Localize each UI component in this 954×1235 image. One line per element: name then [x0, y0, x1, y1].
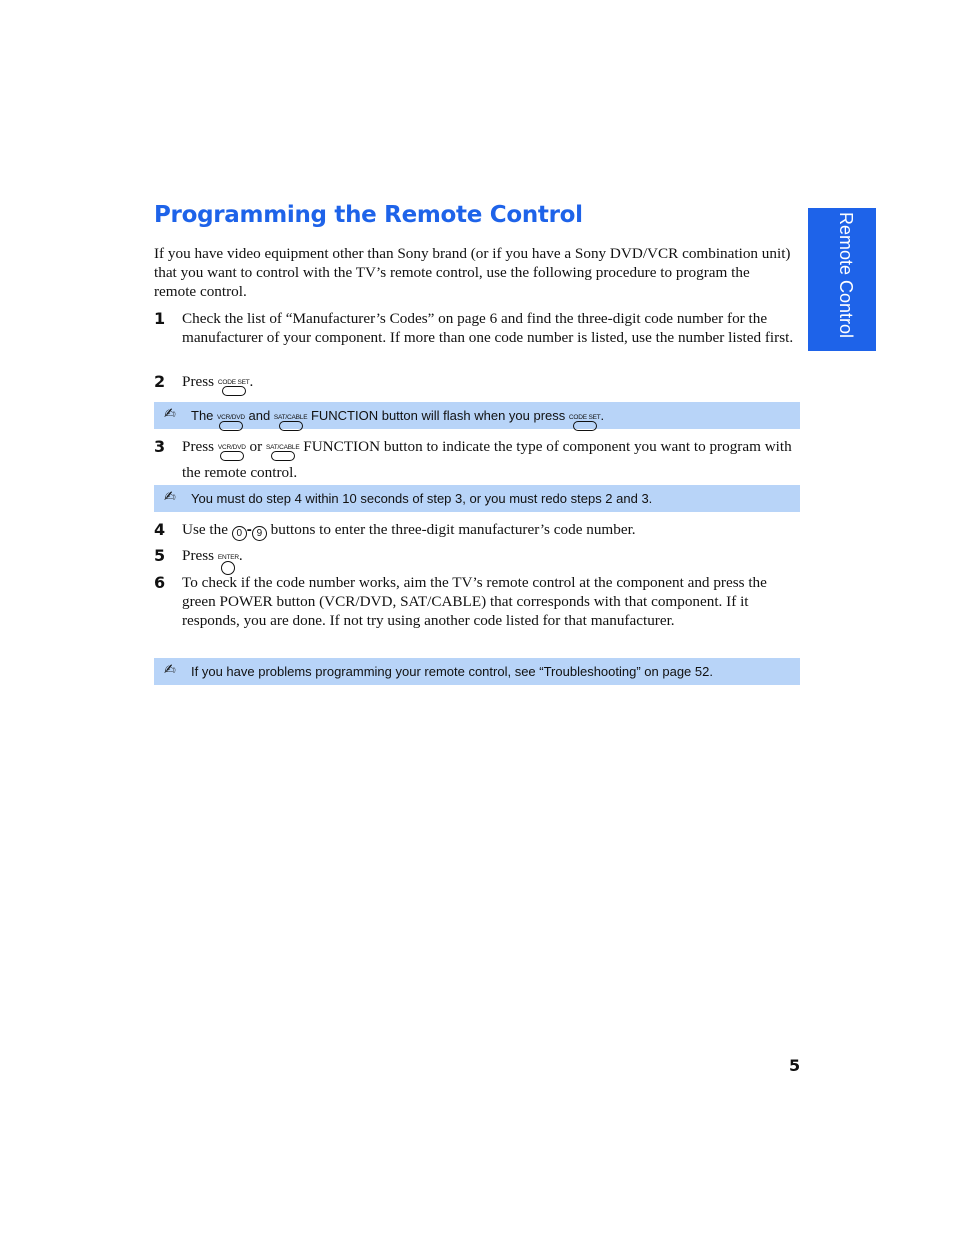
pencil-note-icon: ✍ — [164, 406, 176, 422]
code-set-button-icon: CODE SET — [569, 414, 601, 431]
step-text: Press ENTER . — [182, 546, 799, 576]
note-box-3 — [154, 658, 800, 685]
vcr-dvd-button-icon: VCR/DVD — [217, 414, 245, 431]
step-number: 6 — [154, 573, 166, 592]
step-text: To check if the code number works, aim the TV’s remote control at the component and press the green POWER button (VCR/DVD, SAT/CABLE) that corresponds with that component. If it responds, you are done. If not try using another code listed for that manufacturer. — [182, 574, 767, 629]
section-tab — [808, 208, 876, 351]
note-box-2 — [154, 485, 800, 512]
sat-cable-button-icon: SAT/CABLE — [274, 414, 307, 431]
step-number: 5 — [154, 546, 166, 565]
page-number: 5 — [789, 1056, 801, 1075]
intro-paragraph: If you have video equipment other than Sony brand (or if you have a Sony DVD/VCR combination unit) that you want to control with the TV’s remote control, use the following procedure to program the remote control. — [154, 245, 791, 300]
note-text: You must do step 4 within 10 seconds of step 3, or you must redo steps 2 and 3. — [191, 491, 653, 506]
note-text: The VCR/DVD and SAT/CABLE FUNCTION button will flash when you press CODE SET . — [191, 408, 604, 432]
page-title: Programming the Remote Control — [154, 202, 583, 228]
step-text: Press CODE SET . — [182, 372, 799, 398]
step-text: Use the 0 - 9 buttons to enter the three-digit manufacturer’s code number. — [182, 521, 636, 539]
pencil-note-icon: ✍ — [164, 662, 176, 678]
step-text: Press VCR/DVD or SAT/CABLE FUNCTION button to indicate the type of component you want to program with the remote control. — [182, 438, 792, 481]
note-text: If you have problems programming your remote control, see “Troubleshooting” on page 52. — [191, 664, 713, 679]
digit-0-button-icon: 0 — [232, 526, 247, 541]
step-number: 1 — [154, 309, 166, 328]
note-box-1 — [154, 402, 800, 429]
sat-cable-button-icon: SAT/CABLE — [266, 444, 299, 461]
section-tab-label: Remote Control — [836, 212, 856, 339]
vcr-dvd-button-icon: VCR/DVD — [218, 444, 246, 461]
step-number: 2 — [154, 372, 166, 391]
digit-9-button-icon: 9 — [252, 526, 267, 541]
step-number: 3 — [154, 437, 166, 456]
step-text: Check the list of “Manufacturer’s Codes” on page 6 and find the three-digit code number for the manufacturer of your component. If more than one code number is listed, use the number listed first. — [182, 310, 794, 346]
pencil-note-icon: ✍ — [164, 489, 176, 505]
step-number: 4 — [154, 520, 166, 539]
code-set-button-icon: CODE SET — [218, 379, 250, 396]
enter-button-icon: ENTER — [218, 554, 239, 575]
